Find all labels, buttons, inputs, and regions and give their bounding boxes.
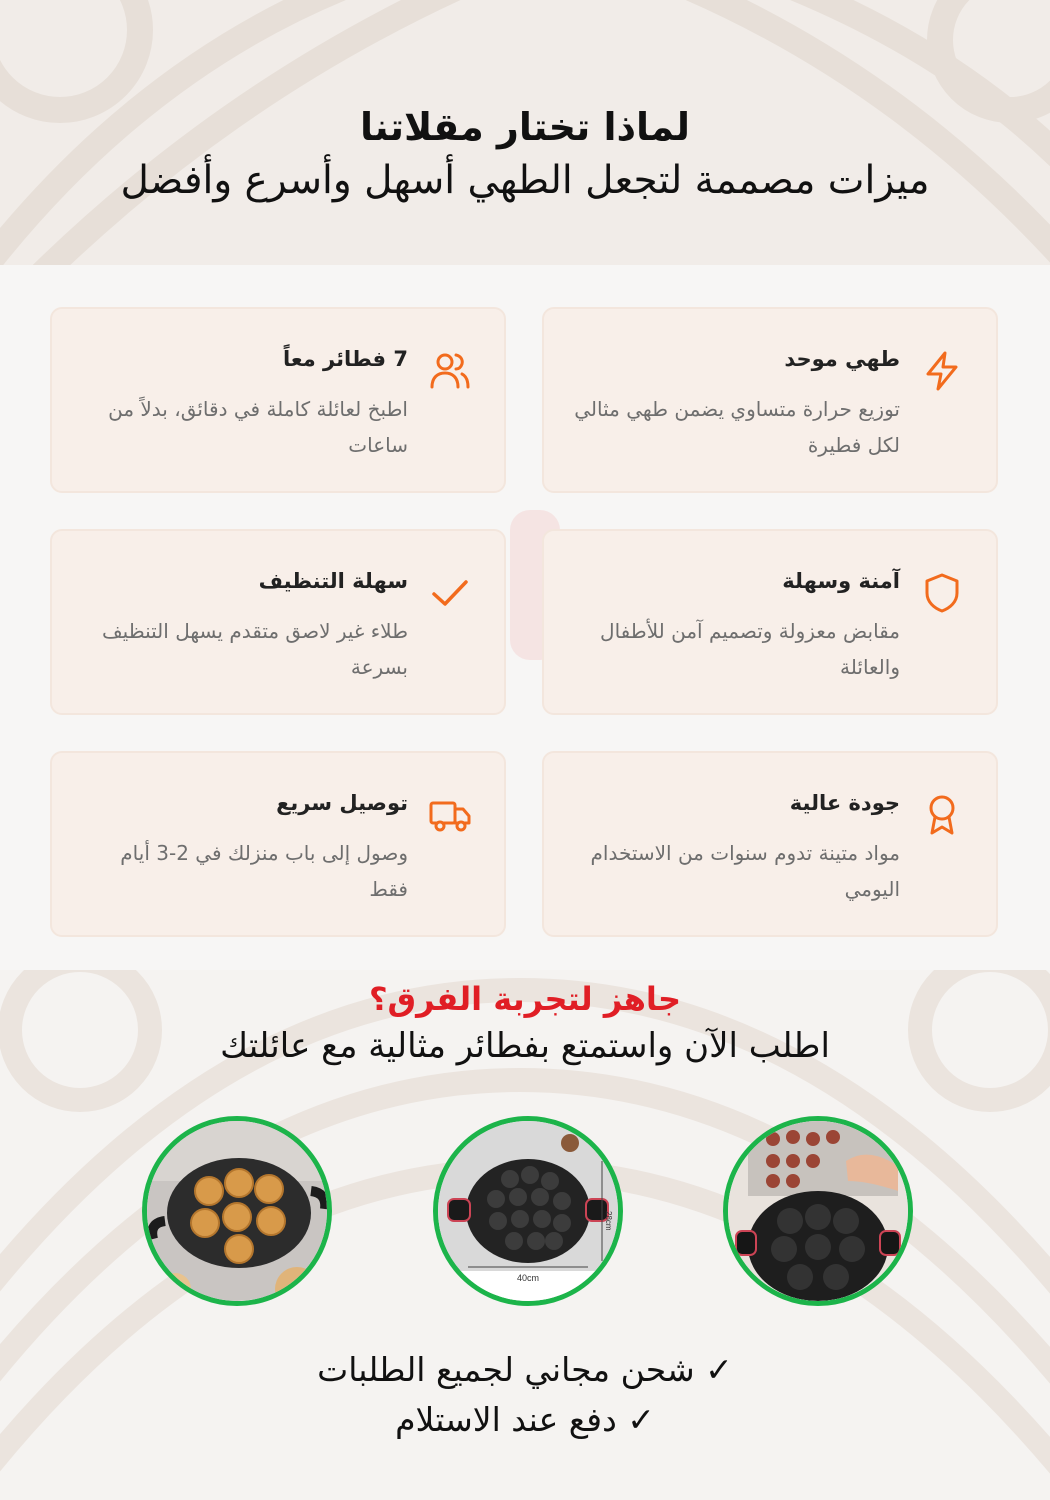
pan-dimensions-illustration [438,1121,618,1301]
feature-card-fast-delivery [50,751,506,937]
pan-with-meatballs-illustration [728,1121,908,1301]
product-image-pancakes [142,1116,332,1306]
truck-icon [428,793,472,837]
feature-title: آمنة وسهلة [782,569,900,593]
feature-card-seven-pancakes [50,307,506,493]
award-icon [920,793,964,837]
users-icon [428,349,472,393]
page-subtitle: ميزات مصممة لتجعل الطهي أسهل وأسرع وأفضل [120,158,930,203]
product-image-meatballs [723,1116,913,1306]
perk-free-shipping: ✓ شحن مجاني لجميع الطلبات [317,1350,733,1389]
product-image-dimensions [433,1116,623,1306]
feature-title: سهلة التنظيف [258,569,408,593]
feature-card-even-cooking [542,307,998,493]
lightning-icon [920,349,964,393]
feature-title: جودة عالية [789,791,900,815]
feature-card-easy-clean [50,529,506,715]
feature-description: توزيع حرارة متساوي يضمن طهي مثالي لكل فطيرة [574,397,900,457]
perk-cash-on-delivery: ✓ دفع عند الاستلام [395,1400,655,1439]
page-title: لماذا تختار مقلاتنا [359,105,691,149]
feature-description: اطبخ لعائلة كاملة في دقائق، بدلاً من ساعات [108,397,408,457]
width-label: 40cm [516,1273,540,1283]
feature-title: توصيل سريع [276,791,408,815]
feature-description: وصول إلى باب منزلك في 2-3 أيام فقط [120,841,408,901]
height-label: 28cm [604,1211,613,1231]
cta-subline: اطلب الآن واستمتع بفطائر مثالية مع عائلتك [220,1026,830,1066]
shield-icon [920,571,964,615]
feature-title: 7 فطائر معاً [282,347,408,371]
feature-title: طهي موحد [784,347,900,371]
feature-description: طلاء غير لاصق متقدم يسهل التنظيف بسرعة [101,619,408,679]
hero-section [0,0,1050,265]
feature-description: مقابض معزولة وتصميم آمن للأطفال والعائلة [600,619,900,679]
cta-headline: جاهز لتجربة الفرق؟ [368,980,681,1018]
pan-with-pancakes-illustration [147,1121,327,1301]
feature-card-quality [542,751,998,937]
feature-card-safe [542,529,998,715]
check-icon [428,571,472,615]
feature-description: مواد متينة تدوم سنوات من الاستخدام اليومي [590,841,900,901]
